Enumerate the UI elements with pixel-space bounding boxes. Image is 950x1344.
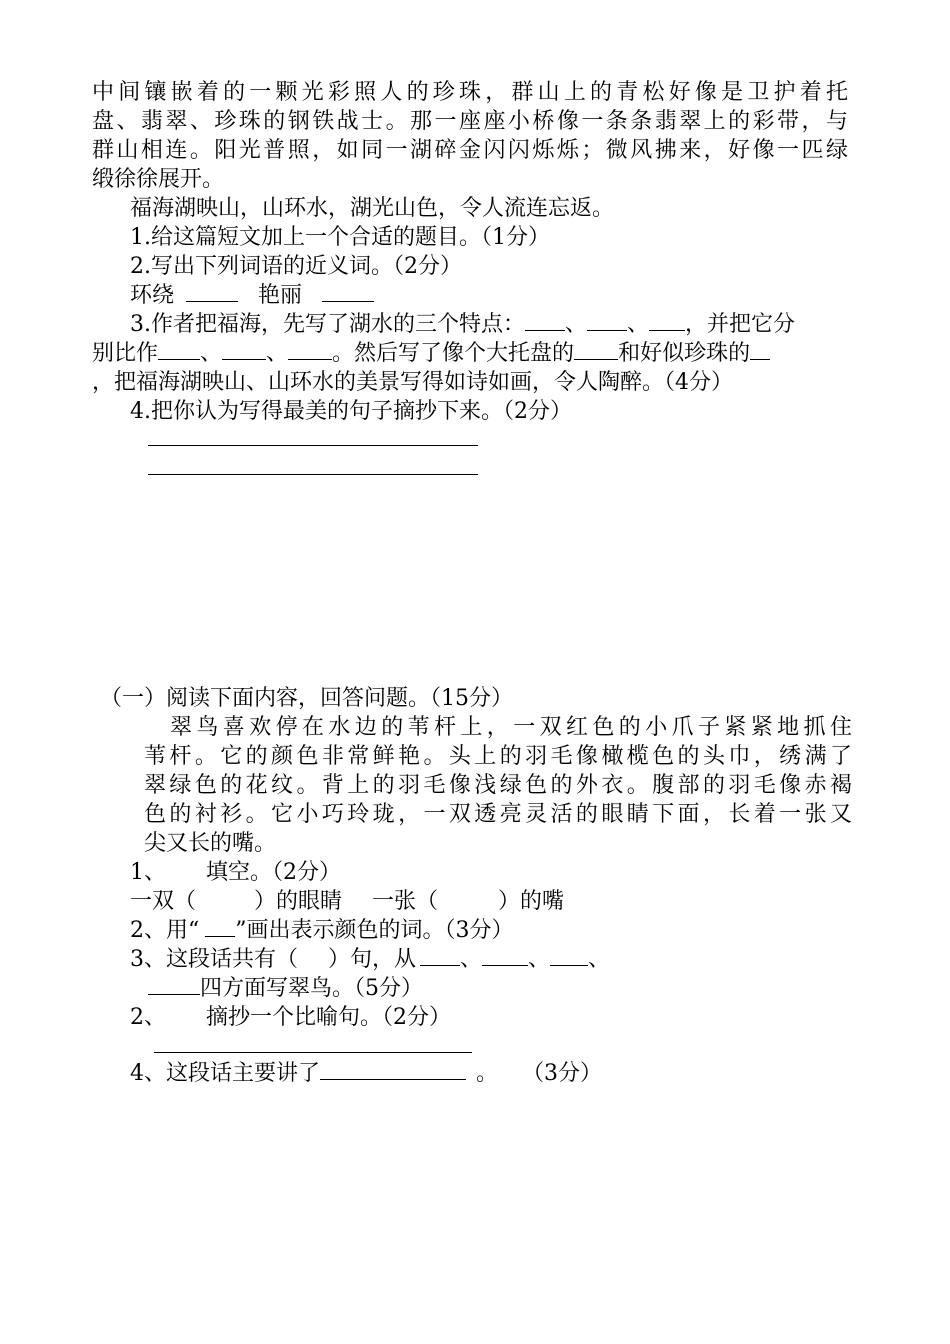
s2-q1-fill: [130, 887, 564, 916]
s2-q3-blank-3[interactable]: [550, 945, 588, 966]
q1-3-blank-7[interactable]: [574, 339, 618, 360]
separator: 、: [588, 947, 611, 972]
s2-q3-blank-1[interactable]: [420, 945, 460, 966]
q1-3-blank-3[interactable]: [649, 310, 685, 331]
passage1-closing: 福海湖映山，山环水，湖光山色，令人流连忘返。: [130, 196, 615, 221]
q1-1-text: 1.给这篇短文加上一个合适的题目。（1分）: [130, 225, 550, 250]
section2-passage-line-2: 苇杆。它的颜色非常鲜艳。头上的羽毛像橄榄色的头巾，绣满了: [144, 744, 852, 769]
q1-4-answer-line-1[interactable]: [148, 445, 478, 446]
q1-3-blank-1[interactable]: [525, 310, 565, 331]
s2-q3-line-1: [130, 945, 610, 974]
s2-q1-fill-d: ）的嘴: [498, 889, 565, 914]
passage1-line-2: 盘、翡翠、珍珠的钢铁战士。那一座座小桥像一条条翡翠上的彩带，与: [92, 109, 848, 134]
s2-q2-text-a: 2、用“: [130, 918, 200, 943]
s2-q1: [130, 858, 341, 887]
q1-3-blank-5[interactable]: [222, 339, 266, 360]
s2-q3-blank-2[interactable]: [482, 945, 528, 966]
q1-4-text: 4.把你认为写得最美的句子摘抄下来。（2分）: [130, 399, 572, 424]
section2-passage-line-5: 尖又长的嘴。: [144, 831, 277, 856]
passage1-line-4: 缎徐徐展开。: [92, 167, 225, 192]
s2-q3-line-2: [148, 974, 423, 1003]
q1-2-text: 2.写出下列词语的近义词。（2分）: [130, 254, 462, 279]
s2-q2-underline-sample: [205, 916, 235, 937]
s2-q4: [130, 1003, 451, 1032]
q1-3-blank-6[interactable]: [288, 339, 332, 360]
separator: 、: [460, 947, 483, 972]
s2-q1-text: 填空。（2分）: [206, 860, 341, 885]
q1-2-blank-1[interactable]: [186, 281, 238, 302]
s2-q1-fill-c: 一张（: [372, 889, 439, 914]
q1-3-text-e: 和好似珍珠的: [618, 341, 751, 366]
passage1-line-1: 中间镶嵌着的一颗光彩照人的珍珠，群山上的青松好像是卫护着托: [92, 80, 848, 105]
separator: 、: [528, 947, 551, 972]
s2-q1-fill-a: 一双（: [130, 889, 197, 914]
s2-q3-blank-4[interactable]: [148, 974, 200, 995]
section2-heading: （一）阅读下面内容，回答问题。（15分）: [100, 686, 513, 711]
s2-q5: [130, 1059, 602, 1088]
s2-q1-fill-b: ）的眼睛: [254, 889, 343, 914]
s2-q5-text-a: 4、这段话主要讲了: [130, 1061, 320, 1086]
separator: 、: [200, 341, 223, 366]
q1-3-line-3: ，把福海湖映山、山环水的美景写得如诗如画，令人陶醉。（4分）: [92, 370, 733, 395]
q1-2-words: [130, 281, 374, 310]
q1-3-text-b: ，并把它分: [685, 312, 796, 337]
s2-q1-number: 1、: [130, 860, 166, 885]
q1-2-blank-2[interactable]: [322, 281, 374, 302]
s2-q2-text-b: ”画出表示颜色的词。（3分）: [235, 918, 514, 943]
separator: 、: [565, 312, 588, 337]
s2-q5-score: （3分）: [522, 1061, 603, 1086]
s2-q3-text-c: 四方面写翠鸟。（5分）: [200, 976, 423, 1001]
passage1-line-3: 群山相连。阳光普照，如同一湖碎金闪闪烁烁；微风拂来，好像一匹绿: [92, 138, 848, 163]
separator: 、: [266, 341, 289, 366]
q1-3-line-2: [92, 339, 770, 368]
s2-q4-text: 摘抄一个比喻句。（2分）: [206, 1005, 451, 1030]
q1-3-text-c: 别比作: [92, 341, 159, 366]
s2-q5-text-b: 。: [476, 1061, 499, 1086]
q1-3-blank-2[interactable]: [587, 310, 627, 331]
q1-3-line-1: [130, 310, 795, 339]
section2-passage-line-3: 翠绿色的花纹。背上的羽毛像浅绿色的外衣。腹部的羽毛像赤褐: [144, 773, 852, 798]
q1-3-text-a: 3.作者把福海，先写了湖水的三个特点：: [130, 312, 525, 337]
s2-q3-text-b: ）句，从: [328, 947, 417, 972]
s2-q5-blank[interactable]: [320, 1059, 466, 1080]
s2-q4-number: 2、: [130, 1005, 166, 1030]
s2-q2: [130, 916, 514, 945]
separator: 、: [627, 312, 650, 337]
q1-2-word-1: 环绕: [130, 283, 175, 308]
q1-3-text-d: 。然后写了像个大托盘的: [332, 341, 575, 366]
q1-4-answer-line-2[interactable]: [148, 474, 478, 475]
q1-2-word-2: 艳丽: [258, 283, 303, 308]
q1-3-blank-8[interactable]: [750, 339, 770, 360]
q1-3-blank-4[interactable]: [158, 339, 200, 360]
s2-q4-answer-line[interactable]: [154, 1052, 472, 1053]
section2-passage-line-1: 翠鸟喜欢停在水边的苇杆上，一双红色的小爪子紧紧地抓住: [170, 715, 852, 740]
s2-q3-text-a: 3、这段话共有（: [130, 947, 298, 972]
section2-passage-line-4: 色的衬衫。它小巧玲珑，一双透亮灵活的眼睛下面，长着一张又: [144, 802, 852, 827]
